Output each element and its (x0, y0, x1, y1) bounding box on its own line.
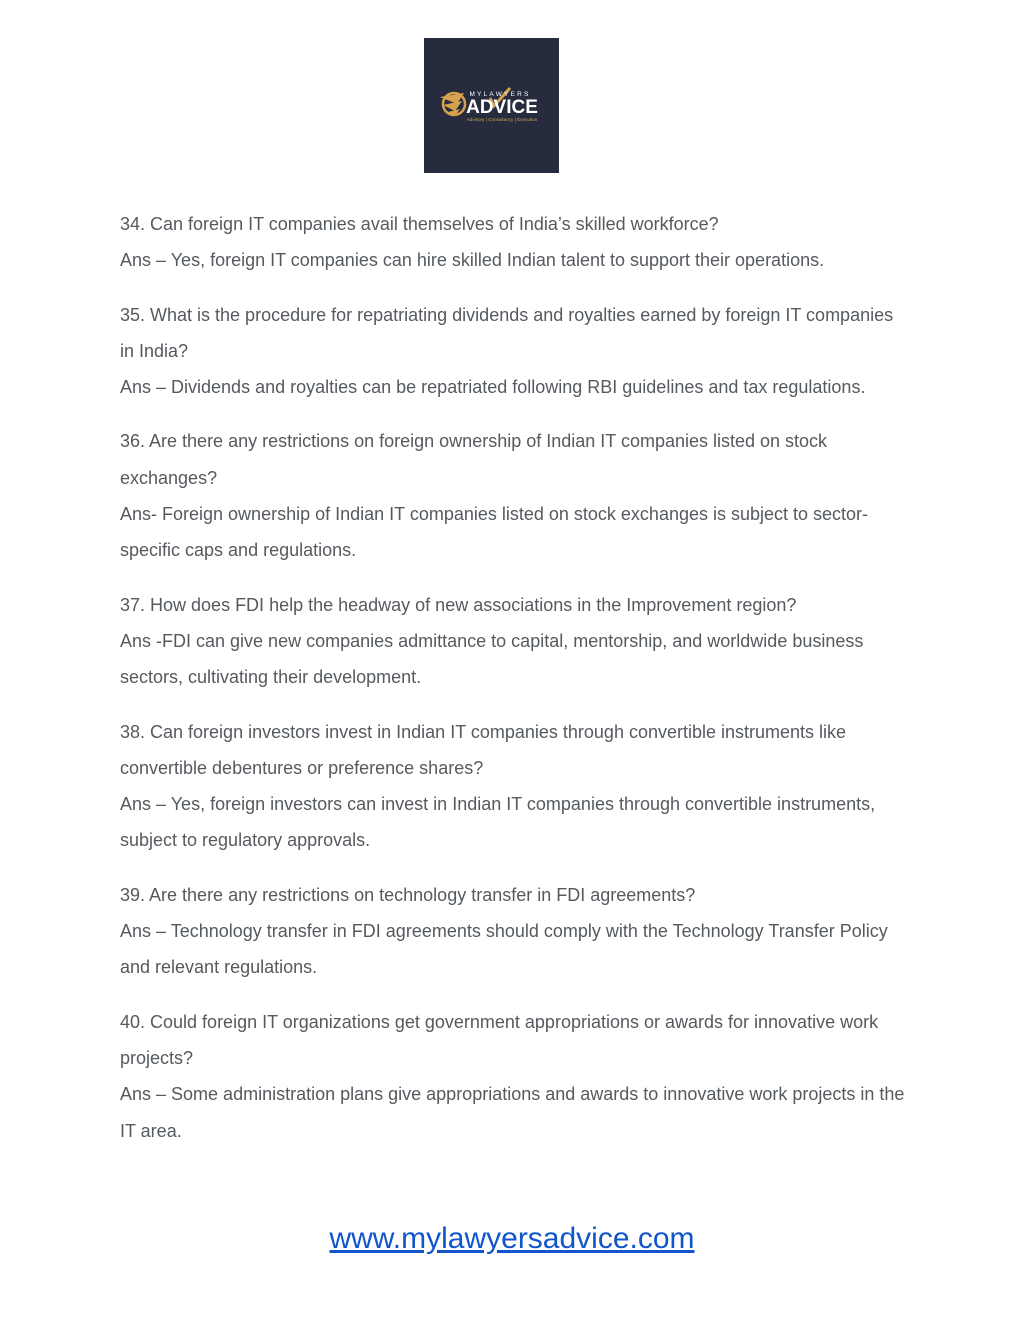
faq-answer: Ans – Some administration plans give appropriations and awards to innovative work projects in the IT area. (120, 1084, 905, 1141)
faq-answer: Ans -FDI can give new companies admittance to capital, mentorship, and worldwide business sectors, cultivating their development. (120, 630, 864, 688)
website-link[interactable]: www.mylawyersadvice.com (329, 1222, 695, 1255)
footer (0, 1222, 1024, 1256)
faq-item-35 (120, 297, 910, 406)
faq-answer: Ans- Foreign ownership of Indian IT companies listed on stock exchanges is subject to sector-specific caps and regulations. (120, 504, 869, 561)
logo-brand: ADVICE (466, 97, 538, 118)
faq-question: 37. How does FDI help the headway of new associations in the Improvement region? (120, 594, 797, 615)
faq-answer: Ans – Yes, foreign investors can invest in Indian IT companies through convertible instruments, subject to regulatory approvals. (120, 794, 876, 851)
logo-graphic (424, 38, 559, 173)
faq-answer: Ans – Technology transfer in FDI agreements should comply with the Technology Transfer Policy and relevant regulations. (120, 921, 888, 978)
faq-question: 38. Can foreign investors invest in Indian IT companies through convertible instruments like convertible debentures or preference shares? (120, 721, 847, 778)
logo-tagline: Advisory | Consultancy | Execution (466, 117, 538, 122)
faq-answer: Ans – Dividends and royalties can be repatriated following RBI guidelines and tax regulations. (120, 377, 866, 398)
faq-question: 34. Can foreign IT companies avail themselves of India’s skilled workforce? (120, 214, 719, 234)
faq-item-34 (120, 206, 910, 279)
faq-question: 40. Could foreign IT organizations get government appropriations or awards for innovative work projects? (120, 1011, 879, 1068)
faq-question: 36. Are there any restrictions on foreign ownership of Indian IT companies listed on stock exchanges? (120, 431, 828, 488)
logo-line1: MYLAWYERS (469, 91, 531, 98)
faq-item-37 (120, 587, 910, 696)
faq-item-38 (120, 714, 910, 859)
company-logo (424, 38, 559, 173)
faq-answer: Ans – Yes, foreign IT companies can hire skilled Indian talent to support their operations. (120, 250, 825, 271)
faq-question: 39. Are there any restrictions on technology transfer in FDI agreements? (120, 884, 696, 905)
faq-item-36 (120, 423, 910, 568)
faq-question: 35. What is the procedure for repatriating dividends and royalties earned by foreign IT companies in India? (120, 304, 894, 361)
faq-item-40 (120, 1004, 910, 1149)
faq-section (120, 206, 910, 1167)
faq-item-39 (120, 877, 910, 986)
